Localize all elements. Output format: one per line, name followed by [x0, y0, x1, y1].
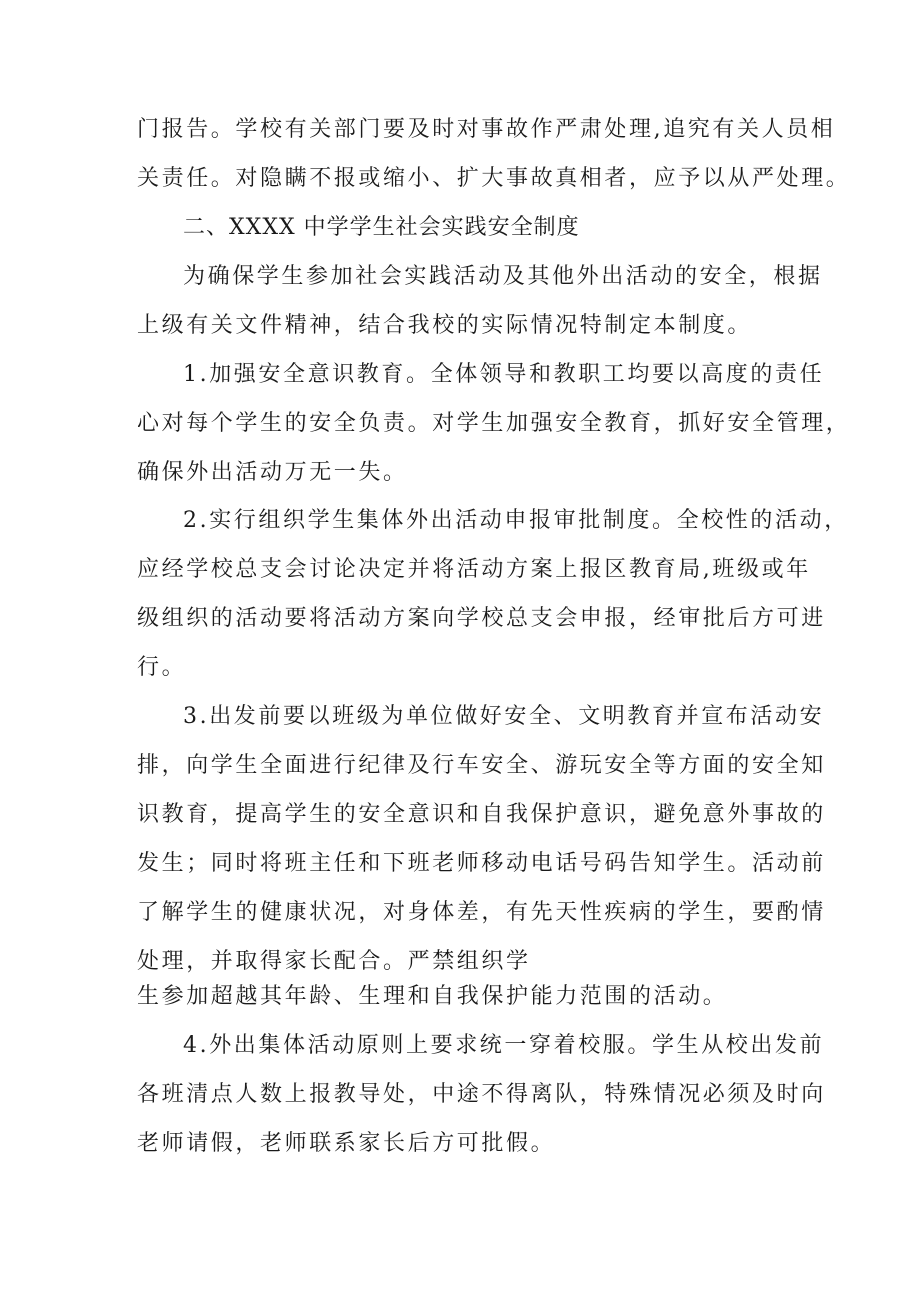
- text-line: 排，向学生全面进行纪律及行车安全、游玩安全等方面的安全知: [137, 753, 826, 778]
- paragraph-first-line: 1.加强安全意识教育。全体领导和教职工均要以高度的责任: [183, 362, 825, 387]
- text-line: 门报告。学校有关部门要及时对事故作严肃处理,追究有关人员相: [137, 117, 836, 142]
- paragraph-first-line: 3.出发前要以班级为单位做好安全、文明教育并宣布活动安: [183, 704, 825, 729]
- paragraph-first-line: 4.外出集体活动原则上要求统一穿着校服。学生从校出发前: [183, 1033, 825, 1058]
- text-line: 级组织的活动要将活动方案向学校总支会申报，经审批后方可进: [137, 606, 826, 631]
- text-line: 处理，并取得家长配合。严禁组织学: [137, 949, 531, 974]
- paragraph-first-line: 为确保学生参加社会实践活动及其他外出活动的安全，根据: [183, 264, 823, 289]
- text-line: 识教育，提高学生的安全意识和自我保护意识，避免意外事故的: [137, 802, 826, 827]
- text-line: 生参加超越其年龄、生理和自我保护能力范围的活动。: [137, 984, 728, 1009]
- section-heading: 二、XXXX 中学学生社会实践安全制度: [183, 215, 580, 240]
- text-line: 各班清点人数上报教导处，中途不得离队，特殊情况必须及时向: [137, 1082, 826, 1107]
- text-line: 心对每个学生的安全负责。对学生加强安全教育，抓好安全管理，: [137, 411, 851, 436]
- text-line: 行。: [137, 655, 187, 680]
- paragraph-first-line: 2.实行组织学生集体外出活动申报审批制度。全校性的活动，: [183, 508, 849, 533]
- text-line: 上级有关文件精神，结合我校的实际情况特制定本制度。: [137, 313, 753, 338]
- text-line: 关责任。对隐瞒不报或缩小、扩大事故真相者，应予以从严处理。: [137, 166, 851, 191]
- text-line: 了解学生的健康状况，对身体差，有先天性疾病的学生，要酌情: [137, 900, 826, 925]
- text-line: 发生；同时将班主任和下班老师移动电话号码告知学生。活动前: [137, 851, 826, 876]
- text-line: 应经学校总支会讨论决定并将活动方案上报区教育局,班级或年: [137, 557, 811, 582]
- text-line: 确保外出活动万无一失。: [137, 460, 408, 485]
- text-line: 老师请假，老师联系家长后方可批假。: [137, 1131, 556, 1156]
